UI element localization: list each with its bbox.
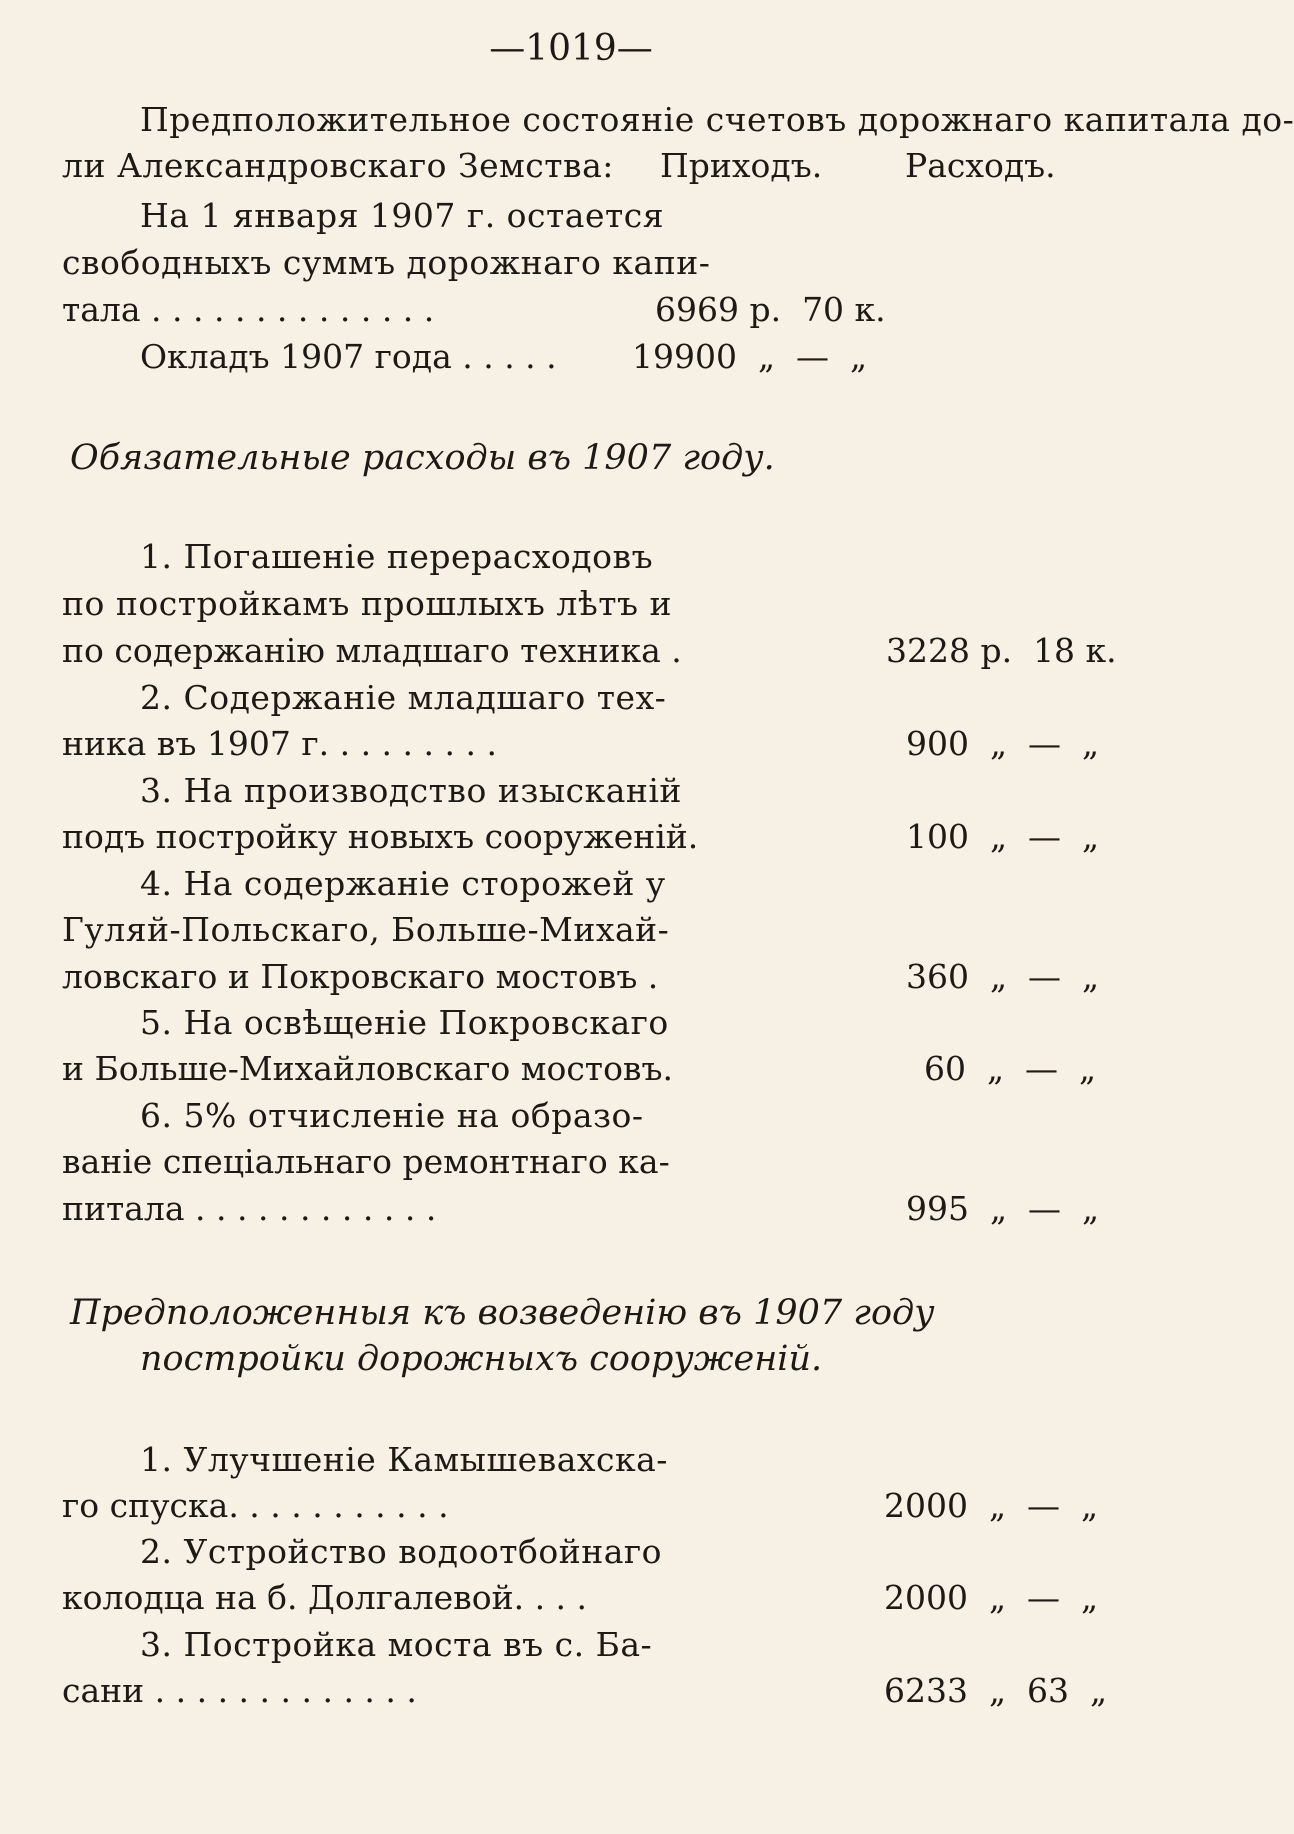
s2-item-2-line-1: 2. Устройство водоотбойнаго bbox=[140, 1532, 663, 1571]
s1-item-6-line-3: питала . . . . . . . . . . . . bbox=[62, 1189, 437, 1228]
s1-item-2-value: 900 „ — „ bbox=[906, 724, 1100, 763]
s1-item-5-line-1: 5. На освѣщеніе Покровскаго bbox=[140, 1003, 669, 1042]
balance-value-2: 19900 „ — „ bbox=[632, 337, 868, 376]
s1-item-1-value: 3228 р. 18 к. bbox=[886, 631, 1117, 670]
s1-item-5-line-2: и Больше-Михайловскаго мостовъ. bbox=[62, 1049, 673, 1088]
s1-item-3-line-2: подъ постройку новыхъ сооруженій. bbox=[62, 817, 699, 856]
balance-line-2: свободныхъ суммъ дорожнаго капи- bbox=[62, 243, 711, 282]
s1-item-3-value: 100 „ — „ bbox=[906, 817, 1100, 856]
s2-item-3-value: 6233 „ 63 „ bbox=[884, 1671, 1108, 1710]
balance-value-1: 6969 р. 70 к. bbox=[655, 290, 886, 329]
s2-item-2-value: 2000 „ — „ bbox=[884, 1578, 1099, 1617]
s1-item-4-line-3: ловскаго и Покровскаго мостовъ . bbox=[62, 957, 659, 996]
s1-item-2-line-1: 2. Содержаніе младшаго тех- bbox=[140, 678, 667, 717]
intro-line-2: ли Александровскаго Земства: bbox=[62, 146, 614, 185]
s1-item-6-line-2: ваніе спеціальнаго ремонтнаго ка- bbox=[62, 1142, 670, 1181]
s1-item-1-line-3: по содержанію младшаго техника . bbox=[62, 631, 682, 670]
s2-item-3-line-1: 3. Постройка моста въ с. Ба- bbox=[140, 1625, 653, 1664]
s1-item-4-line-1: 4. На содержаніе сторожей у bbox=[140, 864, 666, 903]
s2-item-1-line-1: 1. Улучшеніе Камышевахска- bbox=[140, 1440, 668, 1479]
s1-item-3-line-1: 3. На производство изысканій bbox=[140, 771, 682, 810]
s1-item-6-line-1: 6. 5% отчисленіе на образо- bbox=[140, 1096, 644, 1135]
s2-item-3-line-2: сани . . . . . . . . . . . . . bbox=[62, 1671, 417, 1710]
section-2-title-line-1: Предположенныя къ возведенію въ 1907 году bbox=[70, 1293, 935, 1333]
s1-item-4-line-2: Гуляй-Польскаго, Больше-Михай- bbox=[62, 910, 670, 949]
s2-item-2-line-2: колодца на б. Долгалевой. . . . bbox=[62, 1578, 588, 1617]
section-1-title: Обязательные расходы въ 1907 году. bbox=[70, 438, 775, 478]
s1-item-1-line-1: 1. Погашеніе перерасходовъ bbox=[140, 537, 654, 576]
section-2-title-line-2: постройки дорожныхъ сооруженій. bbox=[140, 1339, 823, 1379]
intro-line-1: Предположительное состояніе счетовъ дорожнаго капитала до- bbox=[140, 100, 1294, 139]
s1-item-1-line-2: по постройкамъ прошлыхъ лѣтъ и bbox=[62, 584, 672, 623]
s1-item-2-line-2: ника въ 1907 г. . . . . . . . . bbox=[62, 724, 497, 763]
s1-item-4-value: 360 „ — „ bbox=[906, 957, 1100, 996]
s2-item-1-line-2: го спуска. . . . . . . . . . . bbox=[62, 1486, 449, 1525]
s1-item-6-value: 995 „ — „ bbox=[906, 1189, 1100, 1228]
income-header: Приходъ. bbox=[660, 146, 823, 185]
s2-item-1-value: 2000 „ — „ bbox=[884, 1486, 1099, 1525]
expense-header: Расходъ. bbox=[905, 146, 1056, 185]
balance-line-4: Окладъ 1907 года . . . . . bbox=[140, 337, 557, 376]
s1-item-5-value: 60 „ — „ bbox=[924, 1049, 1097, 1088]
page-number: —1019— bbox=[489, 28, 653, 69]
balance-line-1: На 1 января 1907 г. остается bbox=[140, 196, 665, 235]
balance-line-3: тала . . . . . . . . . . . . . . bbox=[62, 290, 435, 329]
